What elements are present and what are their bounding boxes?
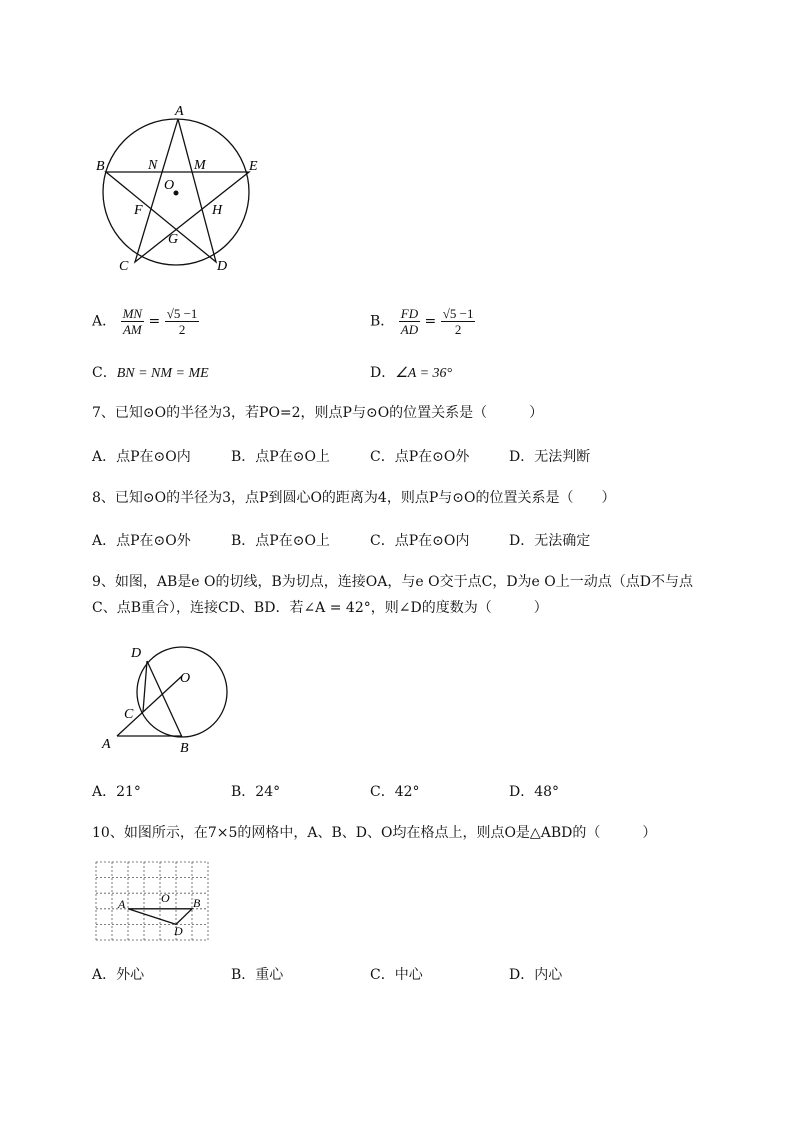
q7-option-a: A．点P在⊙O内 bbox=[92, 449, 191, 465]
label-b: B bbox=[96, 159, 105, 174]
label-g: G bbox=[168, 232, 179, 247]
option-letter: C． bbox=[92, 365, 117, 381]
label-b: B bbox=[193, 896, 201, 910]
line-ao bbox=[117, 676, 182, 736]
pentagram-figure bbox=[90, 100, 270, 275]
label-c: C bbox=[119, 259, 129, 274]
option-letter: D． bbox=[370, 365, 396, 381]
grid-lines bbox=[96, 862, 208, 940]
q9-stem-line2: C、点B重合），连接CD、BD．若∠A = 42°，则∠D的度数为（ ） bbox=[92, 600, 548, 616]
option-letter: B． bbox=[370, 313, 395, 330]
q8-option-a: A．点P在⊙O外 bbox=[92, 533, 191, 549]
q7-option-c: C．点P在⊙O外 bbox=[370, 449, 470, 465]
grid-figure bbox=[94, 860, 210, 944]
q9-option-a: A．21° bbox=[92, 784, 141, 800]
q10-option-b: B．重心 bbox=[231, 967, 284, 983]
label-a: A bbox=[175, 104, 184, 119]
fraction: $\frac{√5 -1}{2}$ bbox=[442, 306, 474, 337]
q8-stem: 8、已知⊙O的半径为3，点P到圆心O的距离为4，则点P与⊙O的位置关系是（ ） bbox=[92, 490, 616, 506]
equals: = bbox=[148, 313, 161, 330]
q9-stem-line1: 9、如图，AB是e O的切线，B为切点，连接OA，与e O交于点C，D为e O上一动点（点D不与点 bbox=[92, 574, 693, 590]
label-a: A bbox=[102, 737, 111, 752]
q7-option-d: D．无法判断 bbox=[509, 449, 591, 465]
label-d: D bbox=[174, 924, 183, 938]
option-letter: A． bbox=[92, 313, 117, 330]
q9-option-c: C．42° bbox=[370, 784, 420, 800]
q8-option-d: D．无法确定 bbox=[509, 533, 591, 549]
label-c: C bbox=[124, 707, 134, 722]
q10-stem: 10、如图所示，在7×5的网格中，A、B、D、O均在格点上，则点O是△ABD的（ ） bbox=[92, 825, 657, 841]
label-o: O bbox=[161, 891, 170, 905]
option-text: BN = NM = ME bbox=[116, 366, 209, 381]
q6-option-a bbox=[92, 306, 199, 337]
label-f: F bbox=[134, 203, 143, 218]
q8-option-b: B．点P在⊙O上 bbox=[231, 533, 330, 549]
option-text: ∠A = 36° bbox=[395, 366, 453, 381]
label-d: D bbox=[217, 259, 228, 274]
label-e: E bbox=[249, 159, 258, 174]
q7-stem: 7、已知⊙O的半径为3，若PO=2，则点P与⊙O的位置关系是（ ） bbox=[92, 405, 544, 421]
q10-option-a: A．外心 bbox=[92, 967, 145, 983]
fraction: $\frac{FD}{AD}$ bbox=[400, 306, 419, 337]
label-m: M bbox=[194, 158, 206, 173]
q9-option-b: B．24° bbox=[231, 784, 281, 800]
q6-option-b bbox=[370, 306, 475, 337]
q9-option-d: D．48° bbox=[509, 784, 560, 800]
q7-option-b: B．点P在⊙O上 bbox=[231, 449, 330, 465]
q10-option-d: D．内心 bbox=[509, 967, 563, 983]
fraction: $\frac{√5 -1}{2}$ bbox=[166, 306, 198, 337]
label-b: B bbox=[180, 741, 189, 756]
label-h: H bbox=[212, 203, 223, 218]
label-o: O bbox=[164, 178, 175, 193]
circle-o bbox=[137, 647, 227, 737]
q6-option-c bbox=[92, 362, 209, 382]
label-o: O bbox=[180, 671, 191, 686]
label-a: A bbox=[118, 897, 126, 911]
center-dot bbox=[174, 191, 179, 196]
q8-option-c: C．点P在⊙O内 bbox=[370, 533, 470, 549]
equals: = bbox=[424, 313, 437, 330]
q6-option-d bbox=[370, 362, 452, 382]
label-n: N bbox=[148, 158, 158, 173]
fraction: $\frac{MN}{AM}$ bbox=[122, 306, 143, 337]
label-d: D bbox=[131, 646, 142, 661]
tangent-figure bbox=[95, 640, 235, 760]
q10-option-c: C．中心 bbox=[370, 967, 423, 983]
